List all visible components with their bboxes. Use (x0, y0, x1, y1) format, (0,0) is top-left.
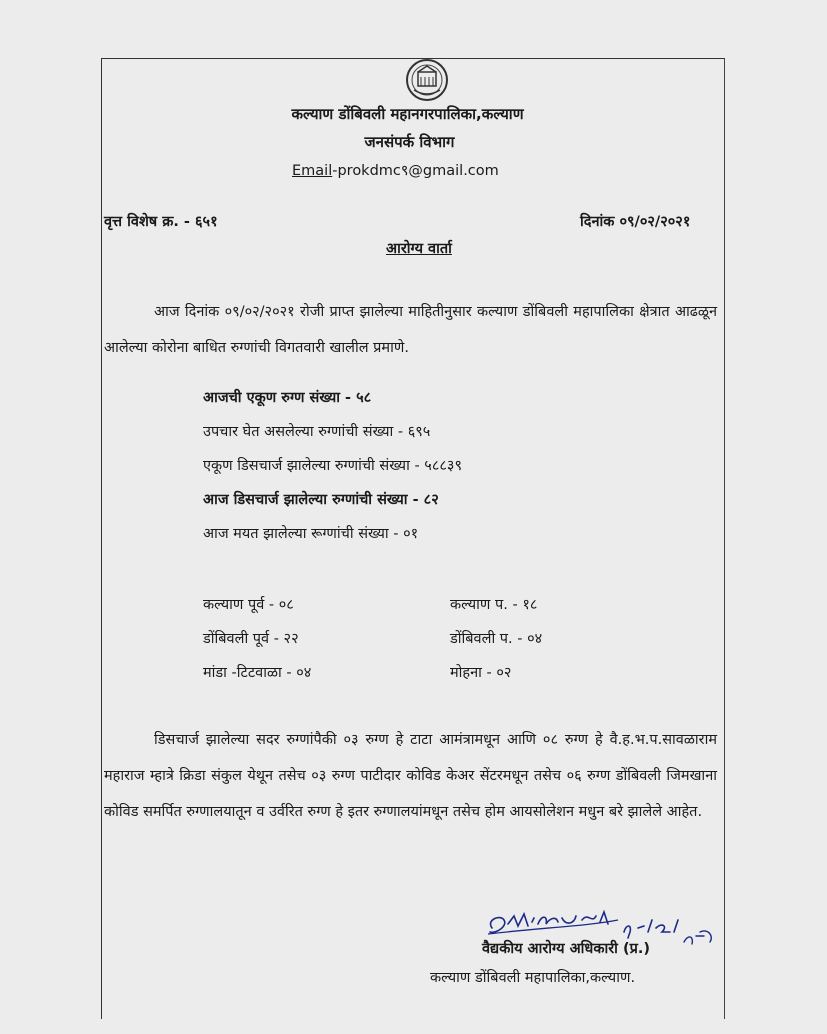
subject-heading: आरोग्य वार्ता (386, 241, 452, 257)
organization-title: कल्याण डोंबिवली महानगरपालिका,कल्याण (291, 105, 524, 123)
press-note-date: दिनांक ०९/०२/२०२१ (580, 214, 691, 230)
press-note-reference: वृत्त विशेष क्र. - ६५१ (104, 214, 218, 230)
email-address: -prokdmc९@gmail.com (332, 163, 499, 179)
stat-today-deaths: आज मयत झालेल्या रूग्णांची संख्या - ०१ (203, 526, 419, 542)
ward-mohana: मोहना - ०२ (450, 665, 512, 681)
stat-under-treatment: उपचार घेत असलेल्या रुग्णांची संख्या - ६९५ (203, 424, 431, 440)
ward-kalyan-west: कल्याण प. - १८ (450, 597, 538, 613)
email-label: Email (292, 163, 333, 179)
officer-designation: वैद्यकीय आरोग्य अधिकारी (प्र.) (482, 941, 650, 957)
stat-today-discharged: आज डिसचार्ज झालेल्या रुग्णांची संख्या - ८२ (203, 492, 439, 508)
ward-kalyan-east: कल्याण पूर्व - ०८ (203, 597, 294, 613)
ward-dombivli-west: डोंबिवली प. - ०४ (450, 631, 543, 647)
stat-today-total: आजची एकूण रुग्ण संख्या - ५८ (203, 390, 372, 406)
signatory-organization: कल्याण डोंबिवली महापालिका,कल्याण. (430, 970, 636, 986)
department-title: जनसंपर्क विभाग (364, 133, 455, 151)
discharge-paragraph: डिसचार्ज झालेल्या सदर रुग्णांपैकी ०३ रुग्ण हे टाटा आमंत्रामधून आणि ०८ रुग्ण हे वै.ह.भ.प.सावळाराम महाराज म्हात्रे क्रिडा संकुल येथून तसेच ०३ रुग्ण पाटीदार कोविड केअर सेंटरमधून तसेच ०६ रुग्ण डोंबिवली जिमखाना कोविड समर्पित रुग्णालयातून व उर्वरित रुग्ण हे इतर रुग्णालयांमधून तसेच होम आयसोलेशन मधुन बरे झालेले आहेत. (104, 732, 717, 820)
ward-manda-titwala: मांडा -टिटवाळा - ०४ (203, 665, 312, 681)
email-line (292, 160, 499, 180)
ward-dombivli-east: डोंबिवली पूर्व - २२ (203, 631, 299, 647)
intro-paragraph: आज दिनांक ०९/०२/२०२१ रोजी प्राप्त झालेल्या माहितीनुसार कल्याण डोंबिवली महापालिका क्षेत्रात आढळून आलेल्या कोरोना बाधित रुग्णांची विगतवारी खालील प्रमाणे. (104, 304, 717, 356)
stat-total-discharged: एकूण डिसचार्ज झालेल्या रुग्णांची संख्या - ५८८३९ (203, 458, 462, 474)
kdmc-emblem-icon (404, 58, 450, 102)
